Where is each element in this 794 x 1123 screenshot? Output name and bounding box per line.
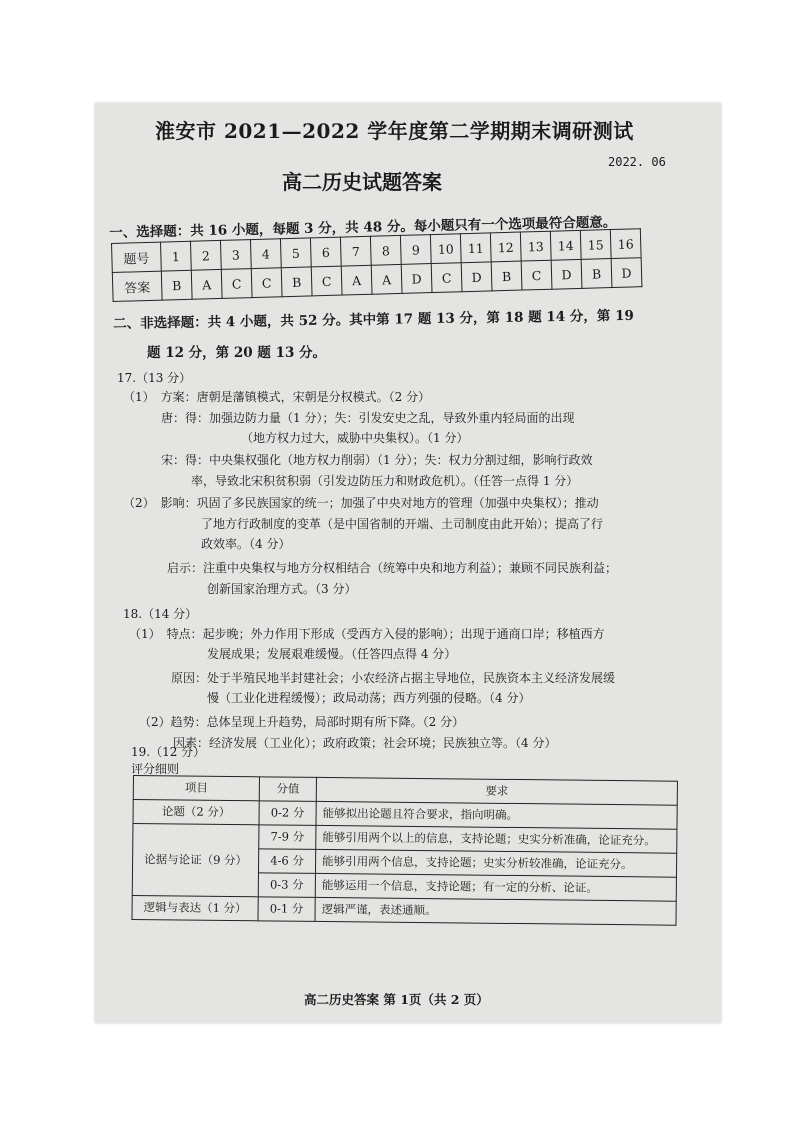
q18-line: （1） 特点：起步晚；外力作用下形成（受西方入侵的影响）；出现于通商口岸；移植西方	[129, 627, 605, 641]
section2-heading-line1: 二、非选择题：共 4 小题，共 52 分。其中第 17 题 13 分，第 18 题 14 分，第 19	[113, 307, 634, 332]
answer-letter: D	[551, 259, 582, 289]
rubric-requirement: 能够拟出论题且符合要求，指向明确。	[316, 801, 677, 829]
question-number: 1	[160, 241, 191, 271]
rubric-score: 7-9 分	[259, 825, 316, 850]
section2-heading-line2: 题 12 分，第 20 题 13 分。	[147, 345, 327, 361]
question-number: 6	[310, 237, 341, 267]
q18-line: 慢（工业化进程缓慢）；政局动荡；西方列强的侵略。（4 分）	[207, 691, 531, 705]
rubric-requirement: 能够运用一个信息，支持论题；有一定的分析、论证。	[315, 873, 676, 901]
question-number: 11	[460, 233, 491, 263]
q18-title: 18.（14 分）	[123, 607, 198, 621]
answer-letter: D	[401, 264, 432, 294]
answer-letter: C	[311, 266, 342, 296]
exam-title: 淮安市 2021—2022 学年度第二学期期末调研测试	[155, 119, 634, 143]
page-footer: 高二历史答案 第 1页（共 2 页）	[304, 992, 489, 1007]
rubric-requirement: 能够引用两个以上的信息，支持论题；史实分析准确，论证充分。	[316, 825, 677, 853]
answer-letter: C	[431, 263, 462, 293]
rubric-item: 逻辑与表达（1 分）	[132, 895, 258, 920]
q17-line: 唐：得：加强边防力量（1 分）；失：引发安史之乱，导致外重内轻局面的出现	[161, 411, 575, 425]
question-number: 10	[430, 234, 461, 264]
answer-sheet-page	[95, 103, 721, 1023]
q19-rubric-table	[131, 775, 677, 926]
question-number: 5	[280, 238, 311, 268]
question-number: 3	[220, 240, 251, 270]
q19-title: 19.（12 分）	[131, 745, 206, 759]
rubric-row	[132, 895, 676, 925]
q17-title: 17.（13 分）	[117, 371, 192, 385]
row-header-answer: 答案	[112, 271, 162, 301]
rubric-score: 4-6 分	[258, 849, 315, 874]
rubric-score: 0-2 分	[259, 801, 316, 826]
answer-letter: B	[491, 261, 522, 291]
q17-line: 率，导致北宋积贫积弱（引发边防压力和财政危机）。（任答一点得 1 分）	[191, 474, 579, 488]
answer-letter: B	[281, 267, 312, 297]
q18-line: （2）趋势：总体呈现上升趋势，局部时期有所下降。（2 分）	[139, 715, 465, 729]
question-number: 15	[580, 230, 611, 260]
answer-letter: B	[581, 259, 612, 289]
q17-line: 启示：注重中央集权与地方分权相结合（统筹中央和地方利益）；兼顾不同民族利益；	[167, 561, 618, 575]
answer-letter: D	[461, 262, 492, 292]
rubric-requirement: 能够引用两个信息，支持论题；史实分析较准确，论证充分。	[315, 849, 676, 877]
answer-letter: C	[521, 260, 552, 290]
answer-letter: A	[371, 264, 402, 294]
q17-line: 了地方行政制度的变革（是中国省制的开端、土司制度由此开始）；提高了行	[201, 517, 604, 531]
rubric-score: 0-3 分	[258, 873, 315, 898]
rubric-header-requirement: 要求	[316, 777, 677, 805]
question-number: 9	[400, 235, 431, 265]
question-number: 2	[190, 240, 221, 270]
q18-line: 因素：经济发展（工业化）；政府政策；社会环境；民族独立等。（4 分）	[173, 736, 557, 750]
exam-subtitle: 高二历史试题答案	[282, 170, 442, 194]
q17-line: （地方权力过大，威胁中央集权）。（1 分）	[241, 431, 469, 445]
rubric-header-item: 项目	[133, 776, 259, 801]
question-number: 7	[340, 236, 371, 266]
question-number: 8	[370, 235, 401, 265]
answer-letter: B	[161, 270, 192, 300]
q17-line: 宋：得：中央集权强化（地方权力削弱）（1 分）；失：权力分割过细，影响行政效	[161, 453, 593, 467]
q17-line: （1） 方案：唐朝是藩镇模式，宋朝是分权模式。（2 分）	[123, 390, 431, 404]
q18-line: 原因：处于半殖民地半封建社会；小农经济占据主导地位，民族资本主义经济发展缓	[171, 671, 616, 685]
answer-letter: C	[221, 269, 252, 299]
question-number: 12	[490, 232, 521, 262]
rubric-item: 论题（2 分）	[133, 800, 259, 825]
exam-date: 2022. 06	[608, 155, 666, 169]
row-header-question: 题号	[112, 242, 162, 272]
question-number: 13	[520, 231, 551, 261]
rubric-requirement: 逻辑严谨，表述通顺。	[315, 897, 676, 925]
q17-line: （2） 影响：巩固了多民族国家的统一；加强了中央对地方的管理（加强中央集权）；推动	[123, 496, 599, 510]
question-number: 14	[550, 230, 581, 260]
rubric-header-score: 分值	[259, 777, 316, 802]
question-number: 16	[610, 229, 641, 259]
answer-letter: C	[251, 268, 282, 298]
rubric-item: 论据与论证（9 分）	[132, 824, 259, 897]
rubric-score: 0-1 分	[258, 897, 315, 922]
q17-line: 政效率。（4 分）	[201, 537, 291, 551]
answer-letter: D	[611, 258, 642, 288]
question-number: 4	[250, 239, 281, 269]
q19-rubric-label: 评分细则	[131, 762, 180, 776]
answer-letter: A	[191, 269, 222, 299]
q17-line: 创新国家治理方式。（3 分）	[207, 582, 357, 596]
rubric-row	[133, 824, 677, 854]
q18-line: 发展成果；发展艰难缓慢。（任答四点得 4 分）	[207, 647, 457, 661]
answer-letter: A	[341, 265, 372, 295]
section1-heading: 一、选择题：共 16 小题，每题 3 分，共 48 分。每小题只有一个选项最符合题意。	[109, 214, 617, 241]
